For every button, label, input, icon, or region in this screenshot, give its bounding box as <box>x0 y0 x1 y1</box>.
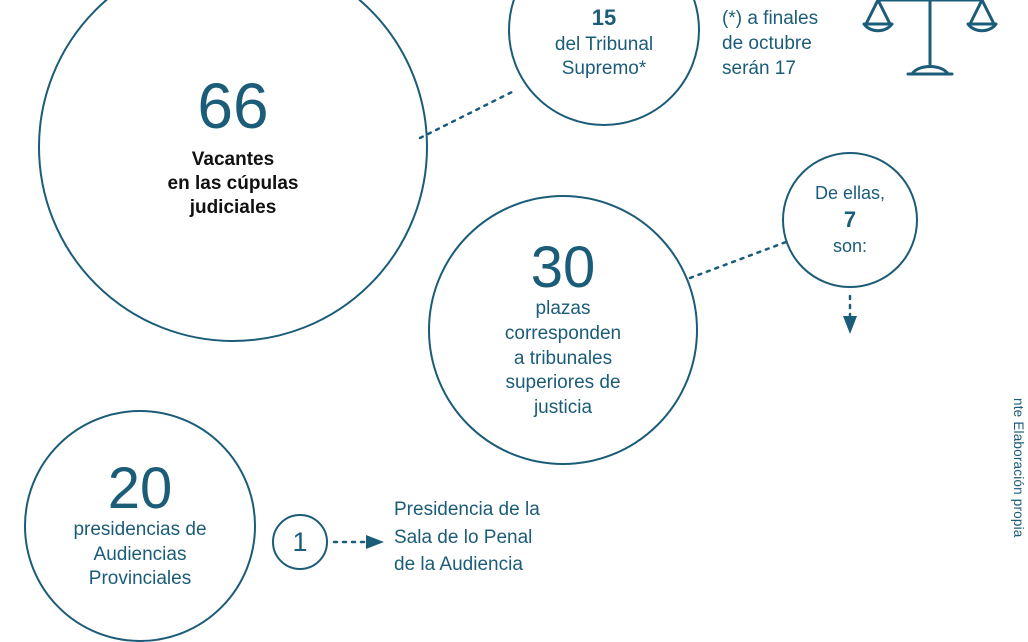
connector-tsj-to-seven <box>690 242 786 278</box>
bubble-tsj-line5: justicia <box>533 397 593 419</box>
bubble-total-vacancies <box>38 0 428 342</box>
bubble-total-label <box>168 148 299 221</box>
label-sala-penal <box>394 496 644 579</box>
bubble-tsj-line2: corresponden <box>504 322 622 344</box>
bubble-tsj-line3: a tribunales <box>513 347 613 369</box>
bubble-audiencias-line2: Audiencias <box>93 543 187 565</box>
asterisk-note-line2: de octubre <box>722 33 812 55</box>
bubble-seven-line2: son: <box>832 235 868 256</box>
asterisk-note <box>722 6 882 81</box>
bubble-seven-line1: De ellas, <box>814 182 886 203</box>
bubble-one <box>272 514 328 570</box>
bubble-supremo-number: 15 <box>591 4 617 30</box>
bubble-seven-number: 7 <box>843 207 857 233</box>
bubble-audiencias-line1: presidencias de <box>73 518 207 540</box>
bubble-audiencias-number: 20 <box>107 455 173 521</box>
asterisk-note-line3: serán 17 <box>722 58 796 80</box>
bubble-tribunales-superiores <box>428 195 698 465</box>
bubble-one-number: 1 <box>292 526 308 557</box>
source-note: nte Elaboración propia <box>1011 398 1026 538</box>
bubble-tribunal-supremo <box>508 0 700 126</box>
bubble-seven-of-them <box>782 152 918 288</box>
connector-total-to-supremo <box>420 92 512 138</box>
label-sala-penal-line1: Presidencia de la <box>394 499 540 520</box>
bubble-tsj-line1: plazas <box>535 298 591 320</box>
bubble-total-label-line2: en las cúpulas <box>167 172 299 194</box>
bubble-supremo-line2: del Tribunal <box>554 33 654 55</box>
bubble-audiencias-provinciales <box>24 410 256 642</box>
arrowhead-seven-down <box>843 316 857 334</box>
bubble-audiencias-line3: Provinciales <box>88 568 192 590</box>
bubble-tsj-line4: superiores de <box>505 372 621 394</box>
bubble-supremo-line3: Supremo* <box>561 58 647 80</box>
arrowhead-one-to-penal <box>366 535 384 549</box>
bubble-tsj-number: 30 <box>530 235 596 301</box>
label-sala-penal-line2: Sala de lo Penal <box>394 526 533 548</box>
label-sala-penal-line3: de la Audiencia <box>394 554 523 576</box>
bubble-total-label-line3: judiciales <box>189 197 277 219</box>
bubble-total-label-line1: Vacantes <box>191 148 275 170</box>
bubble-total-number: 66 <box>197 69 269 142</box>
asterisk-note-line1: (*) a finales <box>722 8 819 29</box>
